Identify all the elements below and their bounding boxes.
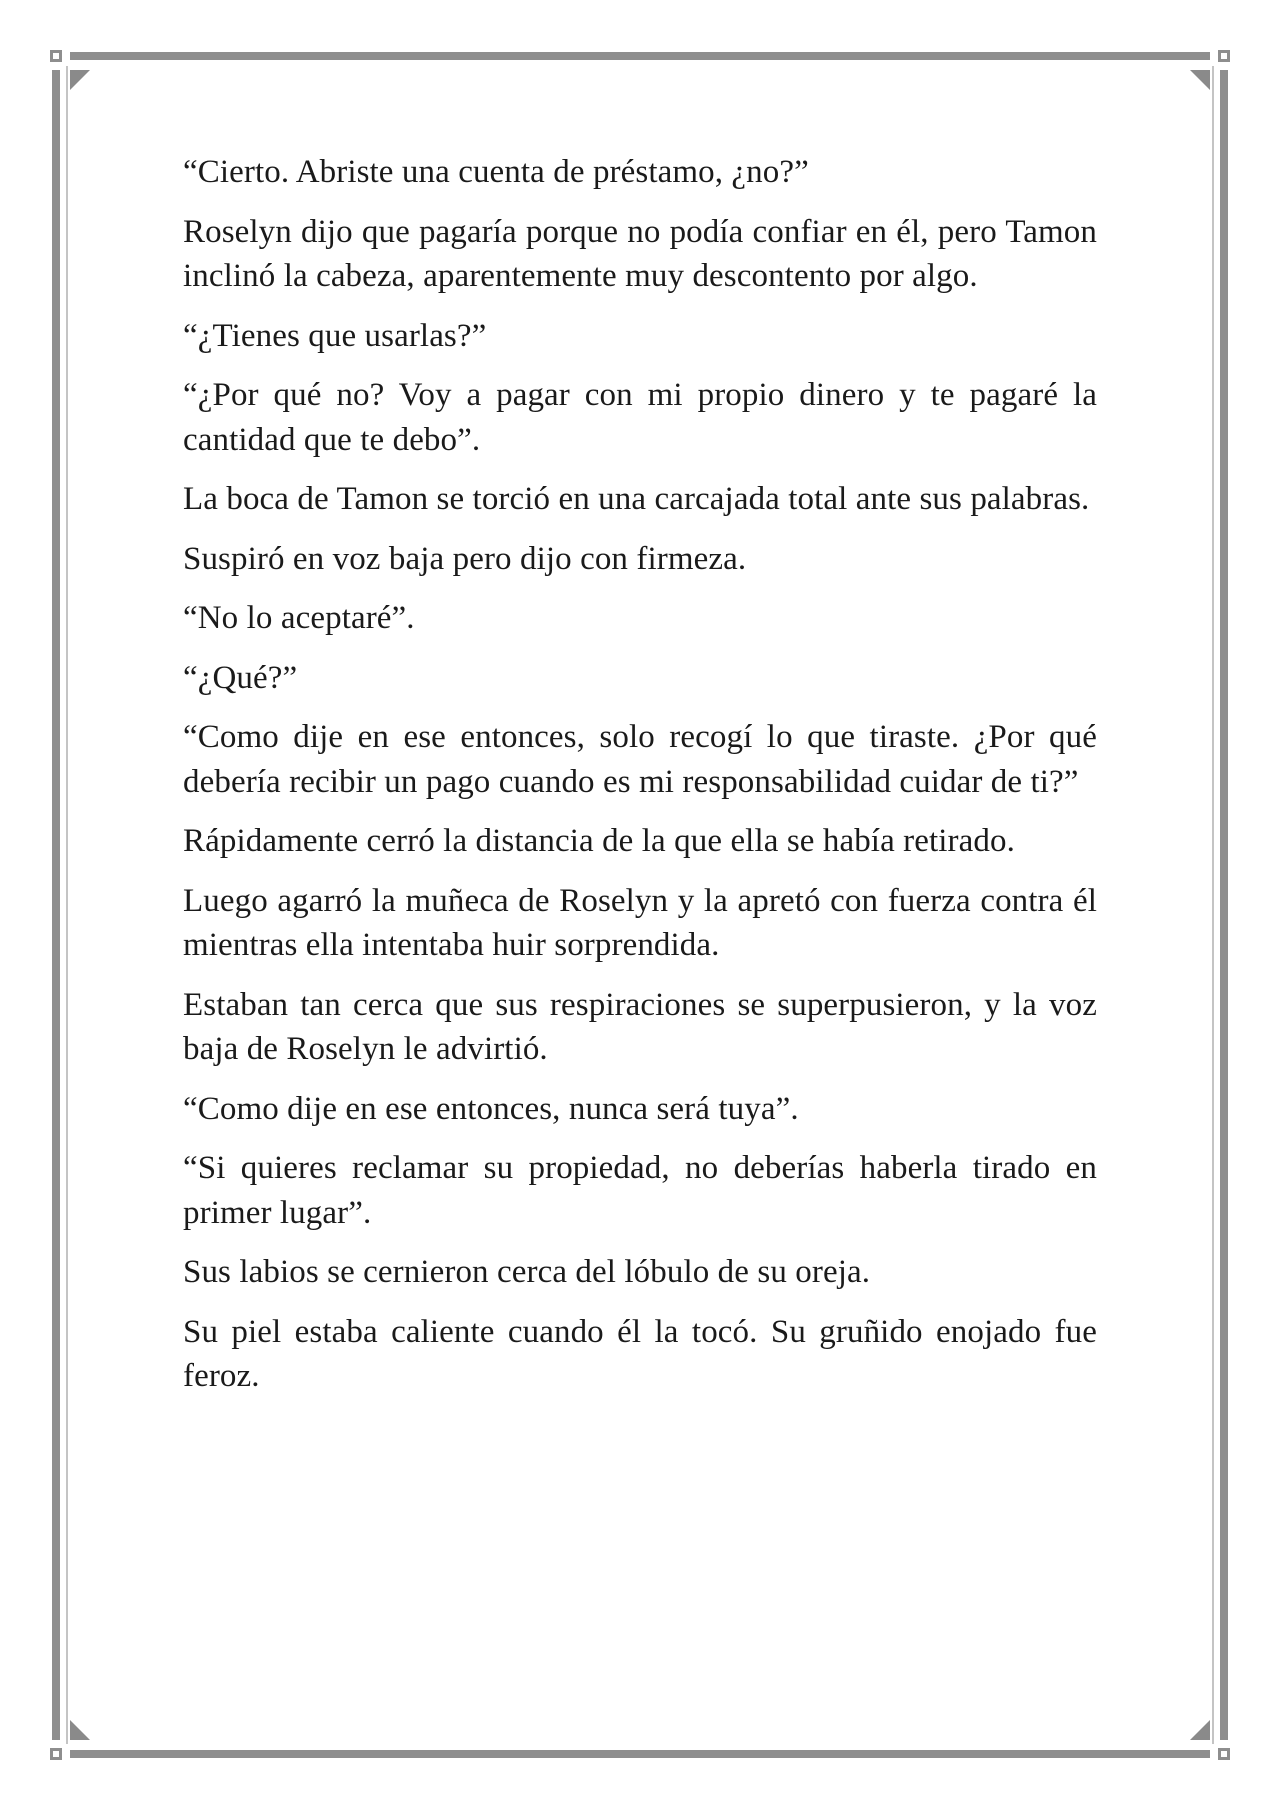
paragraph: “¿Por qué no? Voy a pagar con mi propio dinero y te pagaré la cantidad que te debo”. xyxy=(183,377,1097,458)
frame-inner-left-line xyxy=(66,66,68,1744)
paragraph: “Como dije en ese entonces, solo recogí lo que tiraste. ¿Por qué debería recibir un pago cuando es mi responsabilidad cuidar de ti?” xyxy=(183,719,1097,800)
paragraph: La boca de Tamon se torció en una carcajada total ante sus palabras. xyxy=(183,481,1090,517)
corner-triangle-top-left xyxy=(70,70,90,90)
frame-right-border xyxy=(1220,70,1228,1740)
corner-triangle-bottom-right xyxy=(1190,1720,1210,1740)
paragraph: Luego agarró la muñeca de Roselyn y la apretó con fuerza contra él mientras ella intentaba huir sorprendida. xyxy=(183,882,1097,963)
frame-top-border xyxy=(70,52,1210,60)
corner-square-top-right xyxy=(1218,50,1230,62)
paragraph: “¿Tienes que usarlas?” xyxy=(183,317,487,354)
paragraph: Su piel estaba caliente cuando él la tocó. Su gruñido enojado fue feroz. xyxy=(183,1313,1097,1394)
paragraph: Rápidamente cerró la distancia de la que ella se había retirado. xyxy=(183,823,1015,859)
paragraph: “¿Qué?” xyxy=(183,659,298,696)
frame-inner-right-line xyxy=(1212,66,1214,1744)
corner-triangle-bottom-left xyxy=(70,1720,90,1740)
page-text xyxy=(183,150,1097,1414)
paragraph: “No lo aceptaré”. xyxy=(183,600,415,636)
paragraph: Estaban tan cerca que sus respiraciones se superpusieron, y la voz baja de Roselyn le advirtió. xyxy=(183,986,1097,1067)
corner-square-bottom-right xyxy=(1218,1748,1230,1760)
corner-square-bottom-left xyxy=(50,1748,62,1760)
paragraph: Roselyn dijo que pagaría porque no podía confiar en él, pero Tamon inclinó la cabeza, aparentemente muy descontento por algo. xyxy=(183,213,1097,294)
paragraph: “Cierto. Abriste una cuenta de préstamo, ¿no?” xyxy=(183,154,809,190)
paragraph: “Si quieres reclamar su propiedad, no deberías haberla tirado en primer lugar”. xyxy=(183,1150,1097,1231)
frame-left-border xyxy=(52,70,60,1740)
paragraph: Suspiró en voz baja pero dijo con firmeza. xyxy=(183,540,747,577)
corner-triangle-top-right xyxy=(1190,70,1210,90)
frame-bottom-border xyxy=(70,1750,1210,1758)
paragraph: “Como dije en ese entonces, nunca será tuya”. xyxy=(183,1090,799,1127)
corner-square-top-left xyxy=(50,50,62,62)
paragraph: Sus labios se cernieron cerca del lóbulo de su oreja. xyxy=(183,1254,871,1290)
